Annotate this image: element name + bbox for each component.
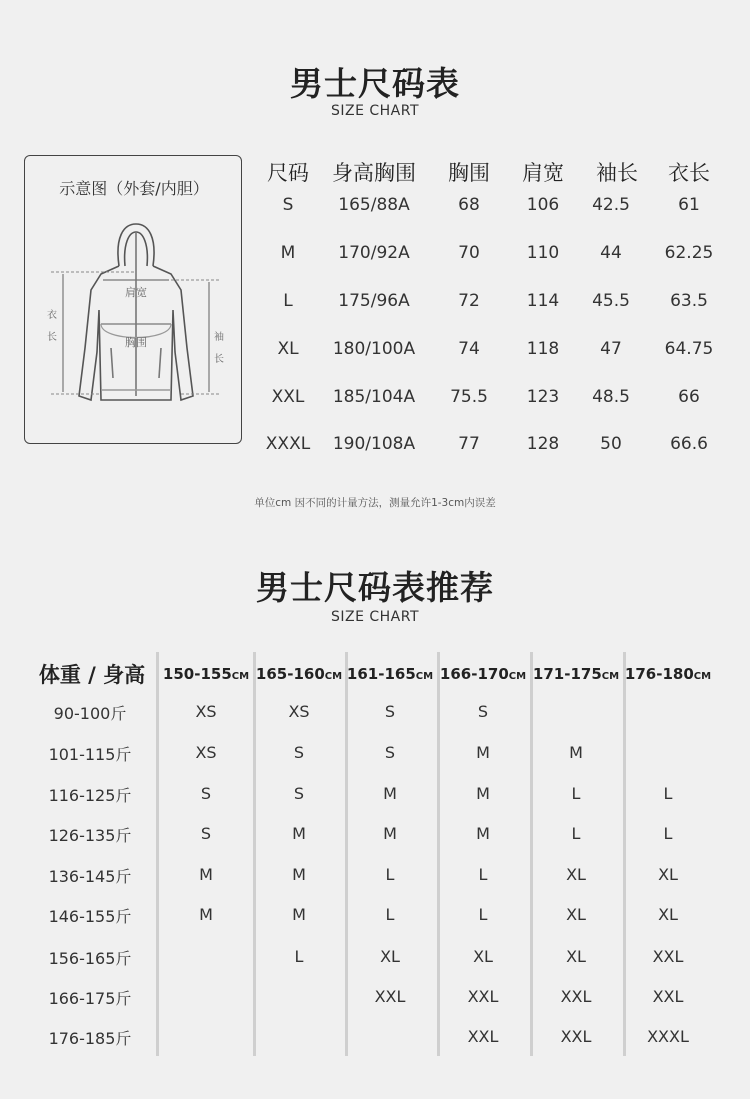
height-unit: CM xyxy=(324,671,343,682)
cell-chest: 77 xyxy=(458,434,480,454)
recommended-size: L xyxy=(385,905,395,924)
column-header xyxy=(160,665,252,683)
recommended-size: XXL xyxy=(467,1027,499,1046)
recommended-size: S xyxy=(200,824,212,843)
recommended-size: XXL xyxy=(652,947,684,966)
cell-height-chest: 170/92A xyxy=(338,243,410,263)
weight-range: 156-165斤 xyxy=(48,949,132,968)
recommended-size: L xyxy=(663,824,673,843)
cell-height-chest: 180/100A xyxy=(332,339,416,359)
weight-range: 146-155斤 xyxy=(48,907,132,926)
height-range: 165-160 xyxy=(255,665,325,683)
weight-range: 116-125斤 xyxy=(48,786,132,805)
cell-shoulder: 110 xyxy=(526,243,560,263)
size-chart-title: 男士尺码表 xyxy=(290,64,460,103)
recommended-size: M xyxy=(292,905,306,924)
header-size: 尺码 xyxy=(267,161,309,185)
measurement-diagram xyxy=(24,155,242,444)
sleeve-label-top: 袖 xyxy=(214,332,224,343)
recommended-size: M xyxy=(476,784,490,803)
weight-range: 166-175斤 xyxy=(48,989,132,1008)
cell-sleeve: 48.5 xyxy=(592,387,630,407)
cell-length: 64.75 xyxy=(664,339,714,359)
recommended-size: XXL xyxy=(467,987,499,1006)
cell-shoulder: 106 xyxy=(526,195,560,215)
cell-size: M xyxy=(280,243,296,263)
cell-height-chest: 175/96A xyxy=(338,291,410,311)
recommended-size: M xyxy=(383,784,397,803)
cell-size: S xyxy=(282,195,294,215)
height-range: 161-165 xyxy=(346,665,416,683)
height-unit: CM xyxy=(231,671,250,682)
shoulder-label: 肩宽 xyxy=(125,286,147,299)
recommended-size: XL xyxy=(658,865,678,884)
recommended-size: XXL xyxy=(652,987,684,1006)
header-height-chest: 身高胸围 xyxy=(332,161,416,185)
weight-range: 126-135斤 xyxy=(48,826,132,845)
column-header xyxy=(622,665,714,683)
recommended-size: L xyxy=(478,865,488,884)
cell-size: XXL xyxy=(271,387,305,407)
cell-sleeve: 45.5 xyxy=(592,291,630,311)
cell-chest: 68 xyxy=(458,195,480,215)
cell-size: XXXL xyxy=(265,434,311,454)
recommended-size: L xyxy=(385,865,395,884)
recommended-size: M xyxy=(199,905,213,924)
weight-range: 176-185斤 xyxy=(48,1029,132,1048)
weight-range: 90-100斤 xyxy=(53,704,127,723)
cell-chest: 72 xyxy=(458,291,480,311)
recommend-title: 男士尺码表推荐 xyxy=(256,568,494,607)
cell-size: L xyxy=(283,291,293,311)
corner-header: 体重 / 身高 xyxy=(38,663,146,687)
diagram-caption: 示意图（外套/内胆） xyxy=(59,179,209,198)
recommended-size: S xyxy=(477,702,489,721)
height-range: 171-175 xyxy=(532,665,602,683)
header-sleeve: 袖长 xyxy=(596,161,638,185)
height-range: 166-170 xyxy=(439,665,509,683)
recommended-size: S xyxy=(200,784,212,803)
cell-length: 63.5 xyxy=(670,291,708,311)
cell-sleeve: 44 xyxy=(600,243,622,263)
recommended-size: XS xyxy=(195,743,217,762)
length-label-bottom: 长 xyxy=(47,332,57,343)
header-length: 衣长 xyxy=(668,161,710,185)
cell-length: 62.25 xyxy=(664,243,714,263)
height-unit: CM xyxy=(693,671,712,682)
height-unit: CM xyxy=(601,671,620,682)
recommended-size: S xyxy=(384,702,396,721)
cell-sleeve: 42.5 xyxy=(592,195,630,215)
recommended-size: XL xyxy=(658,905,678,924)
recommended-size: XL xyxy=(566,947,586,966)
cell-length: 61 xyxy=(678,195,700,215)
recommended-size: M xyxy=(292,865,306,884)
jacket-illustration xyxy=(41,218,231,418)
weight-range: 136-145斤 xyxy=(48,867,132,886)
header-chest: 胸围 xyxy=(448,161,490,185)
size-chart-subtitle: SIZE CHART xyxy=(330,103,420,119)
cell-chest: 75.5 xyxy=(450,387,488,407)
cell-shoulder: 123 xyxy=(526,387,560,407)
cell-height-chest: 165/88A xyxy=(338,195,410,215)
recommended-size: M xyxy=(476,824,490,843)
cell-length: 66 xyxy=(678,387,700,407)
recommended-size: XL xyxy=(566,905,586,924)
measurement-note: 单位cm 因不同的计量方法，测量允许1-3cm内误差 xyxy=(254,497,496,509)
column-header xyxy=(253,665,345,683)
recommended-size: XXXL xyxy=(647,1027,689,1046)
recommended-size: L xyxy=(294,947,304,966)
recommended-size: M xyxy=(476,743,490,762)
weight-range: 101-115斤 xyxy=(48,745,132,764)
height-range: 150-155 xyxy=(162,665,232,683)
column-header xyxy=(437,665,529,683)
length-label-top: 衣 xyxy=(47,310,57,321)
recommended-size: XL xyxy=(566,865,586,884)
recommended-size: XXL xyxy=(374,987,406,1006)
recommended-size: M xyxy=(199,865,213,884)
height-unit: CM xyxy=(415,671,434,682)
column-divider xyxy=(156,652,159,1056)
cell-chest: 74 xyxy=(458,339,480,359)
recommended-size: M xyxy=(383,824,397,843)
recommended-size: M xyxy=(292,824,306,843)
recommended-size: L xyxy=(571,784,581,803)
column-header xyxy=(344,665,436,683)
column-header xyxy=(530,665,622,683)
cell-height-chest: 190/108A xyxy=(332,434,416,454)
chest-label: 胸围 xyxy=(125,336,147,349)
cell-length: 66.6 xyxy=(670,434,708,454)
recommended-size: S xyxy=(293,743,305,762)
recommended-size: S xyxy=(293,784,305,803)
recommended-size: XL xyxy=(473,947,493,966)
recommended-size: XS xyxy=(195,702,217,721)
cell-shoulder: 118 xyxy=(526,339,560,359)
height-unit: CM xyxy=(508,671,527,682)
recommend-subtitle: SIZE CHART xyxy=(330,609,420,625)
height-range: 176-180 xyxy=(624,665,694,683)
recommended-size: M xyxy=(569,743,583,762)
recommended-size: S xyxy=(384,743,396,762)
cell-height-chest: 185/104A xyxy=(332,387,416,407)
recommended-size: L xyxy=(663,784,673,803)
cell-shoulder: 128 xyxy=(526,434,560,454)
sleeve-label-bottom: 长 xyxy=(214,354,224,365)
cell-size: XL xyxy=(277,339,299,359)
cell-shoulder: 114 xyxy=(526,291,560,311)
header-shoulder: 肩宽 xyxy=(522,161,564,185)
recommended-size: XS xyxy=(288,702,310,721)
recommended-size: L xyxy=(571,824,581,843)
recommended-size: XXL xyxy=(560,987,592,1006)
recommended-size: L xyxy=(478,905,488,924)
cell-sleeve: 47 xyxy=(600,339,622,359)
recommended-size: XL xyxy=(380,947,400,966)
cell-sleeve: 50 xyxy=(600,434,622,454)
cell-chest: 70 xyxy=(458,243,480,263)
recommended-size: XXL xyxy=(560,1027,592,1046)
